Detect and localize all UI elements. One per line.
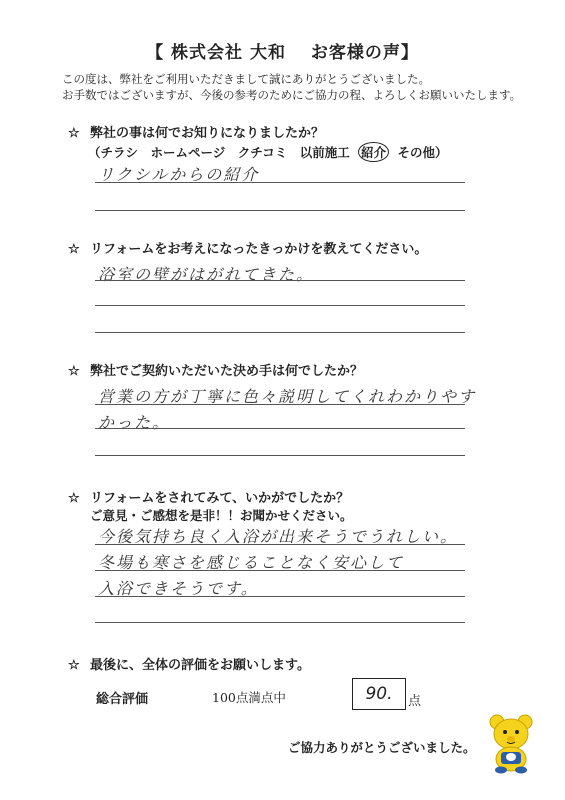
star-icon: ☆ [68, 126, 80, 141]
answer-line [95, 622, 465, 623]
answer-2: 浴室の壁がはがれてきた。 [98, 265, 315, 284]
answer-3-line-2: かった。 [98, 413, 171, 432]
options-after: その他） [397, 145, 448, 160]
score-unit: 点 [408, 694, 422, 709]
answer-4-line-2: 冬場も寒さを感じることなく安心して [98, 553, 405, 572]
answer-line [95, 210, 465, 211]
page-title: 【 株式会社 大和 お客様の声】 [146, 43, 419, 63]
star-icon: ☆ [68, 658, 80, 673]
star-icon: ☆ [68, 242, 80, 257]
star-icon: ☆ [68, 364, 80, 379]
answer-line [95, 280, 465, 281]
rating-text: 100点満点中 [212, 690, 286, 705]
circled-option: 紹介 [358, 142, 389, 162]
star-icon: ☆ [68, 491, 80, 506]
answer-line [95, 570, 465, 571]
answer-line [95, 305, 465, 306]
question-2 [68, 238, 427, 257]
question-3-text: 弊社でご契約いただいた決め手は何でしたか？ [90, 364, 364, 379]
question-5-text: 最後に、全体の評価をお願いします。 [90, 658, 310, 673]
rating-label: 総合評価 [96, 692, 149, 707]
question-2-text: リフォームをお考えになったきっかけを教えてください。 [90, 242, 428, 257]
question-5 [68, 654, 310, 673]
thanks-message: ご協力ありがとうございました。 [288, 740, 476, 755]
answer-line [95, 455, 465, 456]
question-4-text: リフォームをされてみて、いかがでしたか？ [90, 491, 350, 506]
options-before: （チラシ ホームページ クチコミ 以前施工 [88, 145, 350, 160]
answer-line [95, 332, 465, 333]
answer-4-line-1: 今後気持ち良く入浴が出来そうでうれしい。 [98, 527, 459, 546]
answer-1: リクシルからの紹介 [98, 165, 260, 184]
question-1-text: 弊社の事は何でお知りになりましたか？ [90, 126, 325, 141]
answer-3-line-1: 営業の方が丁寧に色々説明してくれわかりやす [98, 387, 477, 406]
question-1 [68, 122, 324, 141]
intro-line-1: この度は、弊社をご利用いただきまして誠にありがとうございました。 [62, 72, 430, 86]
yellow-bear-mascot-icon [485, 712, 537, 774]
answer-line [95, 404, 465, 405]
question-4-sub: ご意見・ご感想を是非！！お聞かせください。 [90, 508, 353, 523]
answer-line [95, 596, 465, 597]
question-1-options [88, 142, 448, 162]
question-4 [68, 487, 349, 506]
answer-line [95, 428, 465, 429]
answer-4-line-3: 入浴できそうです。 [98, 579, 259, 598]
score-box: 90. [352, 678, 406, 710]
answer-line [95, 182, 465, 183]
intro-line-2: お手数ではございますが、今後の参考のためにご協力の程、よろしくお願いいたします。 [62, 88, 522, 102]
question-3 [68, 360, 363, 379]
answer-line [95, 544, 465, 545]
